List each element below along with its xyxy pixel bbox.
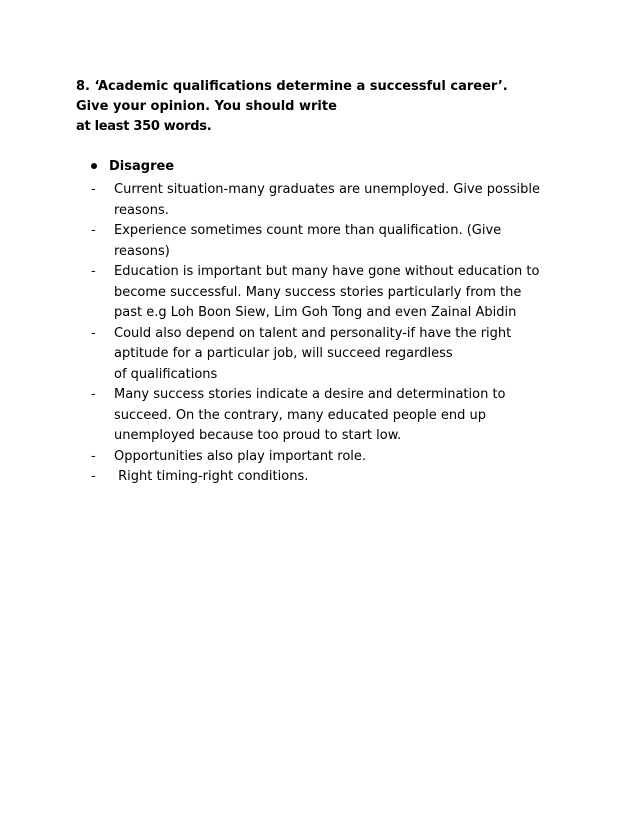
stance-bullet: [91, 157, 174, 177]
list-item: [91, 467, 561, 488]
point-line: Many success stories indicate a desire and determination to: [114, 387, 506, 402]
point-line: aptitude for a particular job, will succeed regardless: [114, 346, 453, 361]
point-line: Opportunities also play important role.: [114, 448, 367, 464]
point-line: Could also depend on talent and personality-if have the right: [114, 325, 512, 341]
point-line: reasons.: [114, 202, 169, 218]
bullet-dot-icon: [91, 163, 97, 169]
point-line: Right timing-right conditions.: [114, 469, 309, 484]
dash-marker: -: [91, 264, 96, 279]
list-item: [91, 447, 561, 468]
dash-marker: -: [91, 325, 96, 341]
dash-marker: -: [91, 469, 96, 484]
list-item: [91, 324, 561, 386]
point-line: Education is important but many have gone without education to: [114, 264, 540, 279]
stance-label: Disagree: [109, 159, 175, 174]
point-line: reasons): [114, 243, 170, 259]
list-item: [91, 385, 561, 447]
point-line: become successful. Many success stories particularly from the: [114, 284, 522, 300]
list-item: [91, 262, 561, 324]
point-line: Current situation-many graduates are unemployed. Give possible: [114, 182, 541, 197]
dash-marker: -: [91, 387, 96, 402]
essay-question: [76, 77, 596, 137]
point-line: succeed. On the contrary, many educated people end up: [114, 407, 487, 423]
dash-marker: -: [91, 182, 96, 197]
dash-marker: -: [91, 448, 96, 464]
point-line: of qualifications: [114, 366, 218, 382]
question-line: at least 350 words.: [76, 119, 212, 134]
point-list: [91, 180, 561, 488]
dash-marker: -: [91, 223, 96, 238]
point-line: past e.g Loh Boon Siew, Lim Goh Tong and even Zainal Abidin: [114, 305, 517, 320]
point-line: unemployed because too proud to start low.: [114, 428, 402, 443]
point-line: Experience sometimes count more than qualification. (Give: [114, 223, 502, 238]
question-line: Give your opinion. You should write: [76, 99, 337, 114]
list-item: [91, 221, 561, 262]
list-item: [91, 180, 561, 221]
question-line: 8. ‘Academic qualifications determine a successful career’.: [76, 79, 508, 94]
